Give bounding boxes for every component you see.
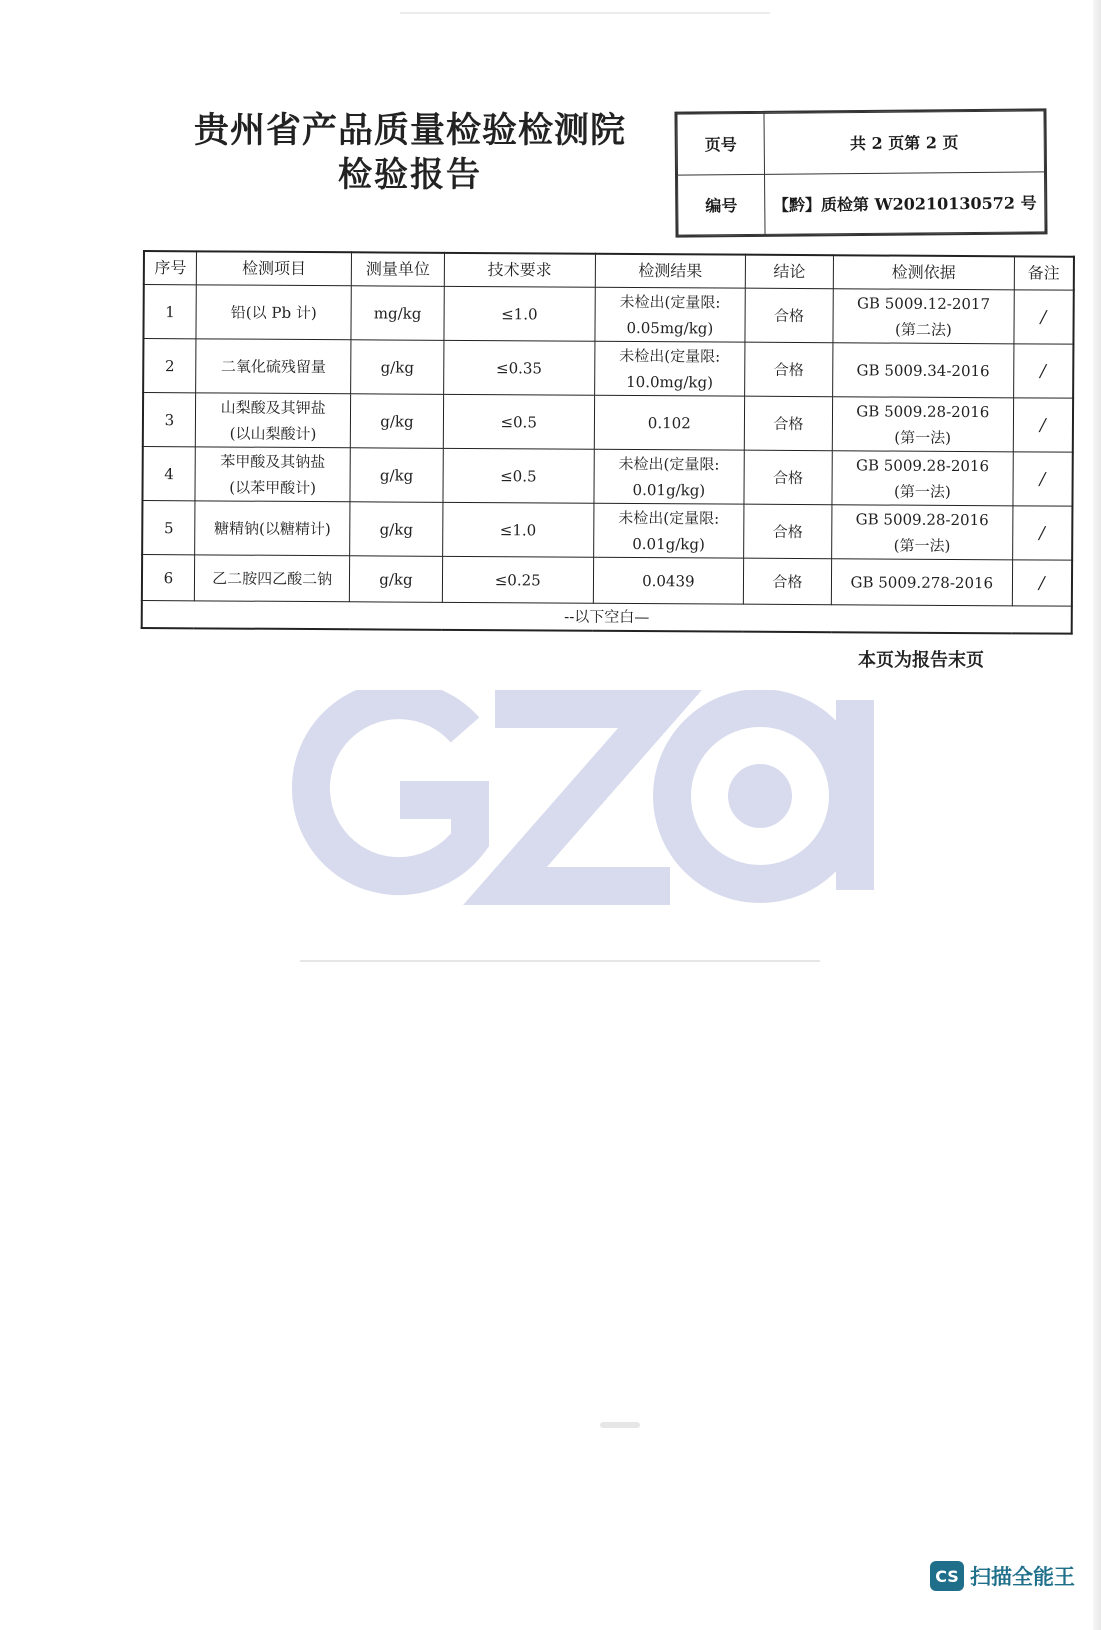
seq-cell: 5: [142, 501, 195, 555]
seq-cell: 2: [143, 339, 196, 393]
item-cell: [195, 501, 351, 556]
table-row: [143, 339, 1073, 399]
faint-scan-mark: [600, 1422, 640, 1428]
header-cell: 检测结果: [595, 254, 745, 288]
requirement-cell: ≤0.5: [443, 448, 594, 503]
remark-cell: /: [1013, 452, 1073, 506]
result-cell-line: 0.102: [647, 413, 691, 432]
end-of-report-note: 本页为报告末页: [858, 650, 984, 671]
conclusion-cell: 合格: [743, 558, 831, 605]
remark-cell: /: [1012, 560, 1072, 606]
remark-cell: /: [1012, 506, 1072, 560]
basis-cell-line: GB 5009.28-2016: [855, 509, 989, 529]
header-cell: 检测项目: [196, 251, 352, 285]
unit-cell: g/kg: [351, 394, 444, 449]
page-number-label: 页号: [677, 113, 765, 174]
item-cell: [195, 447, 351, 502]
item-cell: [196, 285, 352, 340]
report-number-value: 【黔】质检第 W20210130572 号: [765, 171, 1046, 234]
table-row: [142, 555, 1072, 607]
requirement-cell: ≤1.0: [444, 286, 595, 341]
header-cell: 结论: [745, 255, 833, 289]
basis-cell: [833, 289, 1014, 344]
unit-cell: mg/kg: [351, 286, 444, 341]
faint-scan-mark: [300, 960, 820, 962]
paper-edge: [400, 12, 770, 14]
blank-note-row: [142, 600, 1072, 633]
item-cell-line: (以苯甲酸计): [229, 478, 317, 497]
seq-cell: 1: [143, 285, 196, 339]
basis-cell-line: GB 5009.278-2016: [850, 572, 994, 592]
blank-note: --以下空白—: [142, 600, 1072, 633]
results-table: [141, 250, 1075, 635]
camscanner-icon: CS: [930, 1561, 964, 1591]
header-cell: 技术要求: [444, 253, 595, 287]
report-title-block: [190, 110, 630, 196]
table-row: [142, 501, 1072, 561]
result-cell-line: 0.05mg/kg): [626, 318, 714, 337]
page-number-value: 共 2 页第 2 页: [764, 111, 1045, 174]
requirement-cell: ≤1.0: [442, 502, 593, 557]
result-cell: [594, 341, 744, 396]
conclusion-cell: 合格: [744, 504, 832, 559]
seq-cell: 4: [142, 447, 195, 501]
result-cell-line: 未检出(定量限:: [619, 346, 721, 366]
basis-cell-line: (第二法): [894, 320, 952, 339]
institute-title: 贵州省产品质量检验检测院: [193, 110, 626, 151]
remark-cell: /: [1013, 398, 1073, 452]
header-cell: 检测依据: [833, 255, 1014, 290]
header-cell: 备注: [1014, 256, 1074, 290]
basis-cell-line: GB 5009.28-2016: [855, 455, 990, 475]
basis-cell-line: (第一法): [893, 482, 951, 501]
remark-cell: /: [1013, 344, 1073, 398]
conclusion-cell: 合格: [745, 342, 833, 397]
watermark-q-center: [728, 764, 792, 828]
paper-edge: [1093, 0, 1101, 1630]
basis-cell-line: GB 5009.12-2017: [856, 293, 991, 313]
result-cell: [595, 287, 745, 342]
result-cell-line: 10.0mg/kg): [626, 372, 714, 391]
item-cell: [195, 393, 351, 448]
seq-cell: 6: [142, 555, 195, 601]
table-row: [143, 285, 1073, 345]
result-cell: [594, 449, 744, 504]
basis-cell-line: (第一法): [894, 428, 952, 447]
result-cell-line: 0.0439: [642, 571, 695, 590]
page-info-box: [674, 108, 1047, 237]
result-cell-line: 未检出(定量限:: [619, 292, 721, 312]
basis-cell: [831, 559, 1012, 606]
item-cell-line: 乙二胺四乙酸二钠: [212, 568, 333, 588]
header-cell: 序号: [144, 251, 197, 285]
basis-cell: [832, 397, 1013, 452]
result-cell-line: 未检出(定量限:: [618, 454, 720, 474]
item-cell: [194, 555, 350, 602]
conclusion-cell: 合格: [745, 288, 833, 343]
seq-cell: 3: [143, 393, 196, 447]
report-number-label: 编号: [678, 174, 766, 235]
results-table-wrap: [141, 250, 1075, 635]
unit-cell: g/kg: [350, 448, 443, 503]
item-cell-line: 糖精钠(以糖精计): [214, 518, 331, 538]
requirement-cell: ≤0.5: [443, 394, 594, 449]
table-row: [143, 393, 1073, 453]
item-cell-line: 铅(以 Pb 计): [230, 303, 317, 322]
basis-cell-line: GB 5009.28-2016: [856, 401, 990, 421]
header-cell: 测量单位: [352, 252, 445, 286]
unit-cell: g/kg: [350, 502, 443, 557]
watermark-letter-g: [311, 700, 470, 876]
item-cell-line: (以山梨酸计): [229, 424, 317, 443]
item-cell-line: 苯甲酸及其钠盐: [220, 451, 326, 471]
gzqi-watermark-logo: [280, 690, 880, 905]
result-cell-line: 0.01g/kg): [632, 480, 706, 499]
watermark-letter-z: [495, 709, 670, 886]
result-cell: [593, 557, 743, 604]
basis-cell: [832, 451, 1013, 506]
requirement-cell: ≤0.35: [443, 340, 594, 395]
unit-cell: g/kg: [351, 340, 444, 395]
result-cell: [593, 503, 743, 558]
requirement-cell: ≤0.25: [442, 556, 593, 603]
basis-cell-line: GB 5009.34-2016: [856, 360, 990, 380]
conclusion-cell: 合格: [744, 396, 832, 451]
basis-cell: [832, 505, 1013, 560]
camscanner-label: 扫描全能王: [970, 1565, 1075, 1589]
camscanner-badge: [930, 1556, 1090, 1596]
item-cell-line: 二氧化硫残留量: [220, 356, 326, 376]
result-cell-line: 未检出(定量限:: [618, 508, 720, 528]
table-row: [142, 447, 1072, 507]
result-cell: [594, 395, 744, 450]
remark-cell: /: [1014, 290, 1074, 344]
item-cell-line: 山梨酸及其钾盐: [220, 397, 326, 417]
unit-cell: g/kg: [350, 556, 443, 603]
basis-cell-line: (第一法): [893, 536, 951, 555]
item-cell: [196, 339, 352, 394]
conclusion-cell: 合格: [744, 450, 832, 505]
result-cell-line: 0.01g/kg): [632, 534, 705, 553]
basis-cell: [833, 343, 1014, 398]
report-title: 检验报告: [338, 155, 482, 195]
table-header-row: [144, 251, 1074, 290]
